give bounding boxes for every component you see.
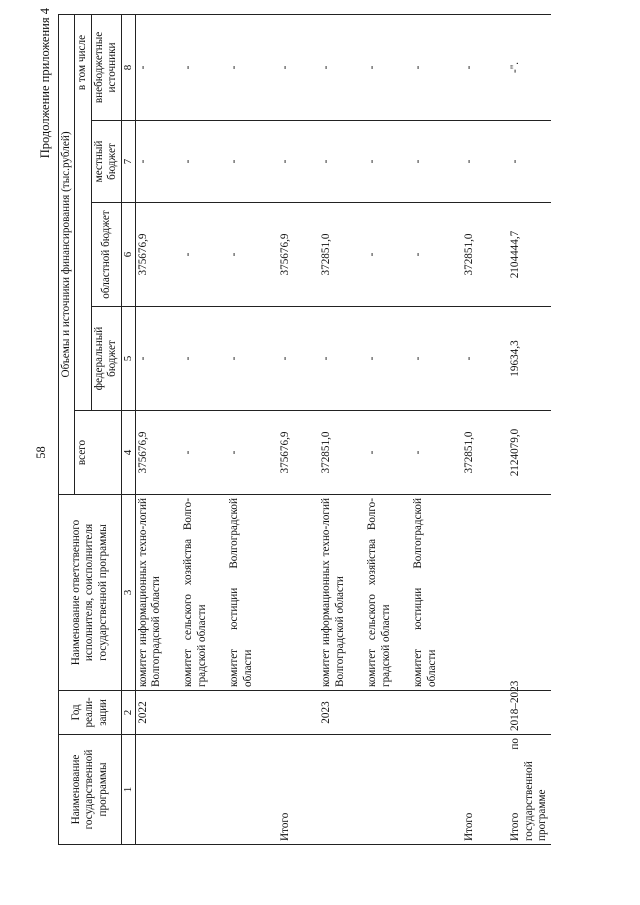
cell-year: 2018–2023 (503, 691, 550, 735)
table-row (227, 14, 273, 844)
column-numbers-row (121, 14, 135, 844)
table-row (135, 14, 181, 844)
cell-executor (273, 495, 319, 691)
cell-regional: 375676,9 (273, 203, 319, 307)
cell-executor: комитет информационных техно-логий Волгоградской области (319, 495, 365, 691)
cell-total: - (411, 411, 457, 495)
cell-executor (503, 495, 550, 691)
cell-program (411, 735, 457, 845)
cell-extra: - (181, 14, 227, 120)
header-extra: внебюджетные источники (91, 14, 121, 120)
cell-year: 2022 (135, 691, 181, 735)
cell-federal: - (135, 307, 181, 411)
cell-total: 375676,9 (273, 411, 319, 495)
table-row (319, 14, 365, 844)
cell-program: Итого (273, 735, 319, 845)
page-number: 58 (34, 446, 48, 459)
cell-local: - (457, 121, 503, 203)
column-number: 4 (121, 411, 135, 495)
cell-executor: комитет сельского хозяйства Волго-градской области (181, 495, 227, 691)
cell-total: 372851,0 (457, 411, 503, 495)
cell-executor: комитет юстиции Волгоградской области (411, 495, 457, 691)
column-number: 5 (121, 307, 135, 411)
cell-year (181, 691, 227, 735)
table-row (181, 14, 227, 844)
column-number: 2 (121, 691, 135, 735)
cell-regional: - (181, 203, 227, 307)
cell-federal: - (319, 307, 365, 411)
cell-local: - (273, 121, 319, 203)
column-number: 1 (121, 735, 135, 845)
column-number: 3 (121, 495, 135, 691)
cell-program (319, 735, 365, 845)
cell-extra: -". (503, 14, 550, 120)
cell-executor: комитет юстиции Волгоградской области (227, 495, 273, 691)
cell-total: - (365, 411, 411, 495)
cell-extra: - (273, 14, 319, 120)
cell-total: 375676,9 (135, 411, 181, 495)
cell-total: 2124079,0 (503, 411, 550, 495)
cell-executor (457, 495, 503, 691)
header-funding: Объемы и источники финансирования (тыс.рублей) (59, 14, 75, 494)
cell-local: - (135, 121, 181, 203)
cell-program (135, 735, 181, 845)
cell-executor: комитет информационных техно-логий Волгоградской области (135, 495, 181, 691)
cell-year: 2023 (319, 691, 365, 735)
continuation-note: Продолжение приложения 4 (38, 8, 52, 159)
funding-table (58, 14, 551, 845)
cell-local: - (503, 121, 550, 203)
cell-federal: - (273, 307, 319, 411)
cell-federal: - (365, 307, 411, 411)
cell-total: - (227, 411, 273, 495)
cell-regional: 375676,9 (135, 203, 181, 307)
cell-program: Итого (457, 735, 503, 845)
cell-local: - (365, 121, 411, 203)
cell-federal: - (457, 307, 503, 411)
cell-federal: - (181, 307, 227, 411)
table-body (135, 14, 550, 844)
table-header (59, 14, 136, 844)
cell-local: - (319, 121, 365, 203)
cell-extra: - (227, 14, 273, 120)
cell-federal: - (411, 307, 457, 411)
cell-year (411, 691, 457, 735)
column-number: 8 (121, 14, 135, 120)
cell-year (273, 691, 319, 735)
cell-regional: - (227, 203, 273, 307)
cell-regional: - (365, 203, 411, 307)
cell-executor: комитет сельского хозяйства Волго-градской области (365, 495, 411, 691)
cell-total: - (181, 411, 227, 495)
cell-regional: 372851,0 (457, 203, 503, 307)
table-row (365, 14, 411, 844)
header-federal: федеральный бюджет (91, 307, 121, 411)
cell-federal: - (227, 307, 273, 411)
table-row (411, 14, 457, 844)
header-total: всего (75, 411, 121, 495)
cell-program (365, 735, 411, 845)
cell-regional: 372851,0 (319, 203, 365, 307)
cell-extra: - (319, 14, 365, 120)
cell-federal: 19634,3 (503, 307, 550, 411)
column-number: 7 (121, 121, 135, 203)
cell-local: - (181, 121, 227, 203)
header-executor: Наименование ответственного исполнителя, соисполнителя государственной программы (59, 495, 122, 691)
header-regional: областной бюджет (91, 203, 121, 307)
cell-program (227, 735, 273, 845)
table-row (457, 14, 503, 844)
cell-regional: - (411, 203, 457, 307)
header-program: Наименование государственной программы (59, 735, 122, 845)
cell-program (181, 735, 227, 845)
cell-local: - (411, 121, 457, 203)
cell-extra: - (135, 14, 181, 120)
table-row (503, 14, 550, 844)
cell-extra: - (365, 14, 411, 120)
cell-extra: - (457, 14, 503, 120)
cell-extra: - (411, 14, 457, 120)
cell-year (457, 691, 503, 735)
cell-local: - (227, 121, 273, 203)
cell-regional: 2104444,7 (503, 203, 550, 307)
cell-year (365, 691, 411, 735)
header-local: местный бюджет (91, 121, 121, 203)
column-number: 6 (121, 203, 135, 307)
header-year: Год реали-зации (59, 691, 122, 735)
table-row (273, 14, 319, 844)
header-including: в том числе (75, 14, 91, 410)
cell-year (227, 691, 273, 735)
cell-total: 372851,0 (319, 411, 365, 495)
cell-program: Итого по государственной программе (503, 735, 550, 845)
